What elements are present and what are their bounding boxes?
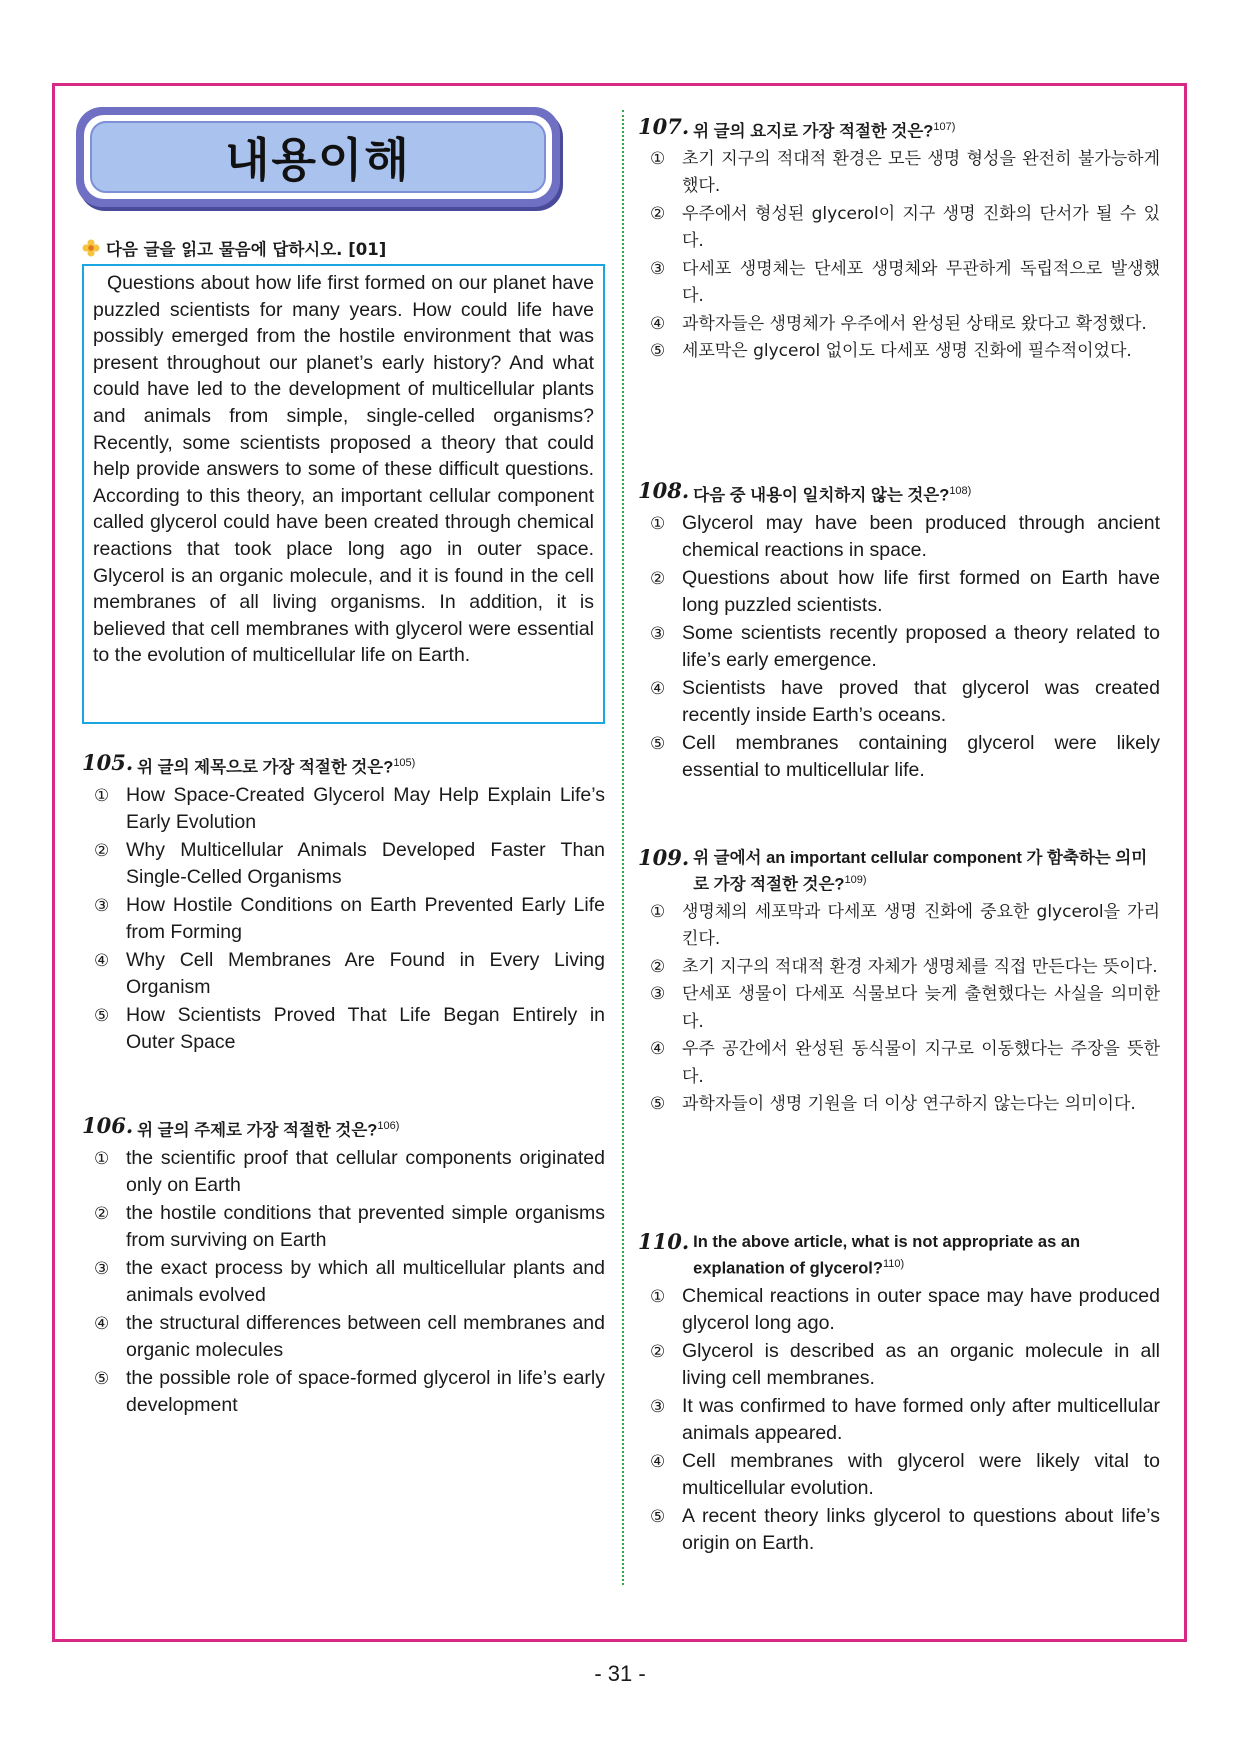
- option-text: the possible role of space-formed glycerol in life’s early development: [126, 1366, 605, 1416]
- answer-option: [638, 730, 1160, 785]
- option-text: 다세포 생명체는 단세포 생명체와 무관하게 독립적으로 발생했다.: [682, 258, 1160, 306]
- question-prompt: [693, 1231, 1160, 1280]
- question-number: 105.: [82, 750, 134, 775]
- answer-options: [82, 1145, 605, 1420]
- option-marker: ①: [650, 148, 666, 169]
- answer-option: [638, 146, 1160, 201]
- question-prompt-text: 위 글의 요지로 가장 적절한 것은?: [693, 122, 934, 141]
- answer-option: [638, 1448, 1160, 1503]
- option-text: the structural differences between cell membranes and organic molecules: [126, 1311, 605, 1361]
- answer-option: [638, 675, 1160, 730]
- flower-icon: [82, 239, 100, 257]
- option-text: 초기 지구의 적대적 환경은 모든 생명 형성을 완전히 불가능하게 했다.: [682, 148, 1160, 196]
- page-number: - 31 -: [594, 1661, 646, 1686]
- question-prompt-text: 위 글에서 an important cellular component 가 함축하는 의미로 가장 적절한 것은?: [693, 849, 1148, 894]
- question-106: [82, 1115, 605, 1420]
- option-marker: ⑤: [650, 733, 666, 753]
- answer-option: [82, 1365, 605, 1420]
- column-divider: [622, 110, 624, 1585]
- option-marker: ④: [650, 313, 666, 334]
- question-110: [638, 1231, 1160, 1558]
- option-marker: ②: [94, 840, 110, 860]
- answer-option: [638, 338, 1160, 366]
- option-text: 초기 지구의 적대적 환경 자체가 생명체를 직접 만든다는 뜻이다.: [682, 956, 1158, 977]
- option-text: It was confirmed to have formed only after multicellular animals appeared.: [682, 1394, 1160, 1444]
- answer-option: [638, 1393, 1160, 1448]
- option-marker: ③: [650, 623, 666, 643]
- option-text: 세포막은 glycerol 없이도 다세포 생명 진화에 필수적이었다.: [682, 341, 1132, 361]
- answer-option: [638, 899, 1160, 954]
- answer-option: [638, 981, 1160, 1036]
- option-text: the scientific proof that cellular components originated only on Earth: [126, 1146, 605, 1196]
- answer-option: [638, 1283, 1160, 1338]
- question-header: [82, 752, 605, 779]
- question-number: 106.: [82, 1113, 134, 1138]
- footnote-ref: 109): [844, 874, 867, 886]
- instruction: [82, 236, 386, 260]
- footnote-ref: 107): [933, 121, 956, 133]
- option-marker: ①: [650, 901, 666, 922]
- answer-option: [638, 565, 1160, 620]
- answer-option: [82, 837, 605, 892]
- answer-option: [638, 620, 1160, 675]
- answer-option: [82, 1200, 605, 1255]
- option-text: the exact process by which all multicellular plants and animals evolved: [126, 1256, 605, 1306]
- option-marker: ④: [650, 678, 666, 698]
- option-text: the hostile conditions that prevented simple organisms from surviving on Earth: [126, 1201, 605, 1251]
- option-text: 과학자들이 생명 기원을 더 이상 연구하지 않는다는 의미이다.: [682, 1094, 1136, 1114]
- option-marker: ③: [650, 1396, 666, 1416]
- question-prompt: [137, 1115, 605, 1142]
- option-text: Glycerol is described as an organic molecule in all living cell membranes.: [682, 1339, 1160, 1389]
- option-text: Why Multicellular Animals Developed Faster Than Single-Celled Organisms: [126, 838, 605, 888]
- question-header: [638, 480, 1160, 507]
- answer-option: [638, 201, 1160, 256]
- answer-option: [638, 1338, 1160, 1393]
- option-marker: ③: [650, 984, 666, 1004]
- option-text: Chemical reactions in outer space may have produced glycerol long ago.: [682, 1284, 1160, 1334]
- option-text: 우주에서 형성된 glycerol이 지구 생명 진화의 단서가 될 수 있다.: [682, 203, 1160, 251]
- answer-option: [82, 1145, 605, 1200]
- option-marker: ②: [650, 1341, 666, 1361]
- answer-option: [638, 954, 1160, 982]
- answer-option: [638, 1503, 1160, 1558]
- instruction-text: 다음 글을 읽고 물음에 답하시오. [01]: [106, 240, 387, 259]
- option-marker: ④: [650, 1039, 666, 1059]
- question-prompt: [137, 752, 605, 779]
- footnote-ref: 106): [377, 1120, 400, 1132]
- question-107: [638, 116, 1160, 366]
- option-marker: ①: [650, 1286, 666, 1306]
- option-marker: ④: [650, 1451, 666, 1471]
- option-marker: ⑤: [94, 1005, 110, 1025]
- option-marker: ②: [650, 568, 666, 588]
- answer-option: [82, 1255, 605, 1310]
- option-text: 단세포 생물이 다세포 식물보다 늦게 출현했다는 사실을 의미한다.: [682, 984, 1160, 1032]
- option-marker: ②: [650, 203, 666, 224]
- question-header: [638, 847, 1160, 896]
- answer-option: [82, 892, 605, 947]
- option-marker: ①: [650, 513, 666, 533]
- option-marker: ①: [94, 1148, 110, 1168]
- option-marker: ①: [94, 785, 110, 805]
- option-text: How Space-Created Glycerol May Help Explain Life’s Early Evolution: [126, 783, 605, 833]
- answer-option: [638, 510, 1160, 565]
- question-prompt-text: 위 글의 주제로 가장 적절한 것은?: [137, 1121, 378, 1140]
- option-marker: ③: [650, 258, 666, 279]
- question-prompt: [693, 847, 1160, 896]
- answer-option: [638, 256, 1160, 311]
- answer-option: [638, 311, 1160, 339]
- option-marker: ③: [94, 895, 110, 915]
- footnote-ref: 105): [393, 757, 416, 769]
- question-prompt: [693, 480, 1160, 507]
- question-108: [638, 480, 1160, 785]
- option-text: 우주 공간에서 완성된 동식물이 지구로 이동했다는 주장을 뜻한다.: [682, 1039, 1160, 1087]
- answer-options: [638, 146, 1160, 366]
- option-text: 생명체의 세포막과 다세포 생명 진화에 중요한 glycerol을 가리킨다.: [682, 901, 1160, 949]
- reading-passage: [82, 264, 605, 724]
- option-marker: ⑤: [650, 341, 666, 361]
- option-text: Questions about how life first formed on Earth have long puzzled scientists.: [682, 566, 1160, 616]
- option-marker: ③: [94, 1258, 110, 1278]
- answer-options: [638, 510, 1160, 785]
- option-text: Glycerol may have been produced through ancient chemical reactions in space.: [682, 511, 1160, 561]
- option-marker: ⑤: [94, 1368, 110, 1388]
- option-text: How Scientists Proved That Life Began Entirely in Outer Space: [126, 1003, 605, 1053]
- option-text: Scientists have proved that glycerol was created recently inside Earth’s oceans.: [682, 676, 1160, 726]
- question-prompt-text: In the above article, what is not appropriate as an explanation of glycerol?: [693, 1233, 1081, 1278]
- option-text: Why Cell Membranes Are Found in Every Living Organism: [126, 948, 605, 998]
- question-number: 108.: [638, 478, 690, 503]
- answer-options: [638, 899, 1160, 1119]
- answer-option: [82, 947, 605, 1002]
- option-text: 과학자들은 생명체가 우주에서 완성된 상태로 왔다고 확정했다.: [682, 313, 1147, 334]
- question-number: 109.: [638, 845, 690, 870]
- option-text: Cell membranes with glycerol were likely vital to multicellular evolution.: [682, 1449, 1160, 1499]
- footnote-ref: 110): [882, 1258, 905, 1270]
- question-105: [82, 752, 605, 1057]
- option-marker: ④: [94, 1313, 110, 1333]
- question-prompt-text: 다음 중 내용이 일치하지 않는 것은?: [693, 486, 950, 505]
- question-header: [638, 1231, 1160, 1280]
- answer-option: [638, 1036, 1160, 1091]
- option-text: Cell membranes containing glycerol were likely essential to multicellular life.: [682, 731, 1160, 781]
- option-text: How Hostile Conditions on Earth Prevented Early Life from Forming: [126, 893, 605, 943]
- question-109: [638, 847, 1160, 1119]
- answer-options: [82, 782, 605, 1057]
- answer-option: [82, 1310, 605, 1365]
- option-marker: ②: [94, 1203, 110, 1223]
- option-marker: ④: [94, 950, 110, 970]
- option-text: Some scientists recently proposed a theory related to life’s early emergence.: [682, 621, 1160, 671]
- question-prompt: [693, 116, 1160, 143]
- answer-option: [638, 1091, 1160, 1119]
- answer-option: [82, 1002, 605, 1057]
- question-number: 110.: [638, 1229, 690, 1254]
- question-header: [638, 116, 1160, 143]
- question-header: [82, 1115, 605, 1142]
- answer-options: [638, 1283, 1160, 1558]
- section-title-banner: [76, 107, 560, 207]
- option-marker: ⑤: [650, 1506, 666, 1526]
- answer-option: [82, 782, 605, 837]
- section-title: 내용이해: [225, 133, 411, 187]
- option-marker: ②: [650, 956, 666, 977]
- question-number: 107.: [638, 114, 690, 139]
- question-prompt-text: 위 글의 제목으로 가장 적절한 것은?: [137, 758, 394, 777]
- option-text: A recent theory links glycerol to questions about life’s origin on Earth.: [682, 1504, 1160, 1554]
- passage-text: Questions about how life first formed on our planet have puzzled scientists for many years. How could life have possibly emerged from the hostile environment that was present throughout our planet’s early history? And what could have led to the development of multicellular plants and animals from simple, single-celled organisms? Recently, some scientists proposed a theory that could help provide answers to some of these difficult questions. According to this theory, an important cellular component called glycerol could have been created through chemical reactions that took place long ago in outer space. Glycerol is an organic molecule, and it is found in the cell membranes of all living organisms. In addition, it is believed that cell membranes with glycerol were essential to the evolution of multicellular life on Earth.: [93, 272, 594, 667]
- option-marker: ⑤: [650, 1094, 666, 1114]
- footnote-ref: 108): [949, 485, 972, 497]
